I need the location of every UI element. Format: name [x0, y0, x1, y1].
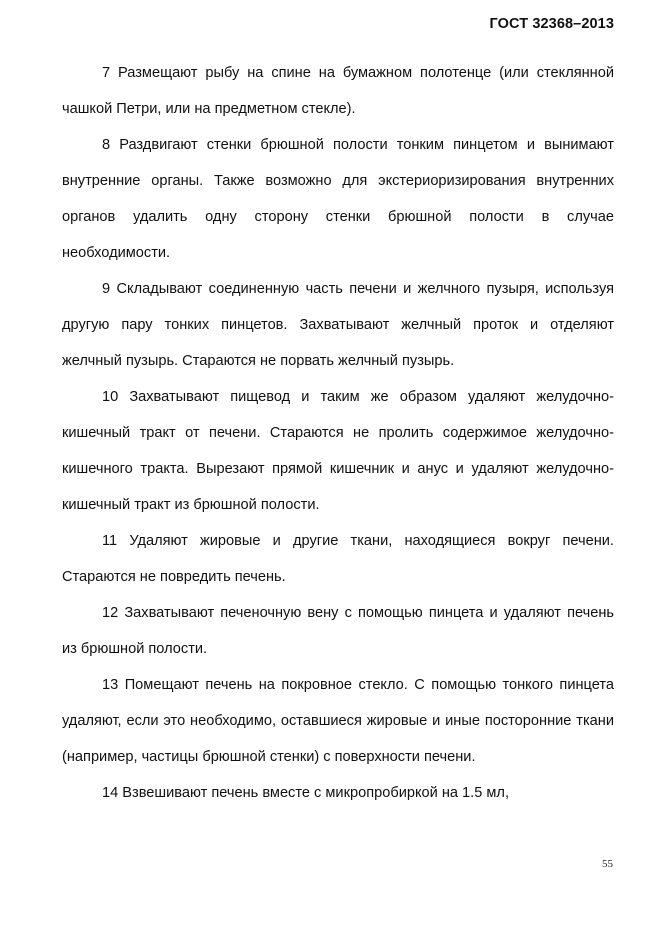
paragraph-step-8: 8 Раздвигают стенки брюшной полости тонким пинцетом и вынимают внутренние органы. Также возможно для экстериоризирования внутренних органов удалить одну сторону стенки брюшной полости в случае необходимости.	[62, 137, 614, 261]
paragraph-step-7: 7 Размещают рыбу на спине на бумажном полотенце (или стеклянной чашкой Петри, или на предметном стекле).	[62, 65, 614, 117]
page-number: 55	[602, 858, 613, 870]
paragraph-step-9: 9 Складывают соединенную часть печени и желчного пузыря, используя другую пару тонких пинцетов. Захватывают желчный проток и отделяют желчный пузырь. Стараются не порвать желчный пузырь.	[62, 281, 614, 369]
paragraph-step-11: 11 Удаляют жировые и другие ткани, находящиеся вокруг печени. Стараются не повредить печень.	[62, 533, 614, 585]
paragraph-step-10: 10 Захватывают пищевод и таким же образом удаляют желудочно-кишечный тракт от печени. Стараются не пролить содержимое желудочно-кишечного тракта. Вырезают прямой кишечник и анус и удаляют желудочно-кишечный тракт из брюшной полости.	[62, 389, 614, 513]
paragraph-step-13: 13 Помещают печень на покровное стекло. С помощью тонкого пинцета удаляют, если это необходимо, оставшиеся жировые и иные посторонние ткани (например, частицы брюшной стенки) с поверхности печени.	[62, 677, 614, 765]
paragraph-step-14: 14 Взвешивают печень вместе с микропробиркой на 1.5 мл,	[102, 785, 510, 801]
document-body	[62, 55, 614, 811]
paragraph-step-12: 12 Захватывают печеночную вену с помощью пинцета и удаляют печень из брюшной полости.	[62, 605, 614, 657]
document-standard-header: ГОСТ 32368–2013	[489, 16, 614, 32]
